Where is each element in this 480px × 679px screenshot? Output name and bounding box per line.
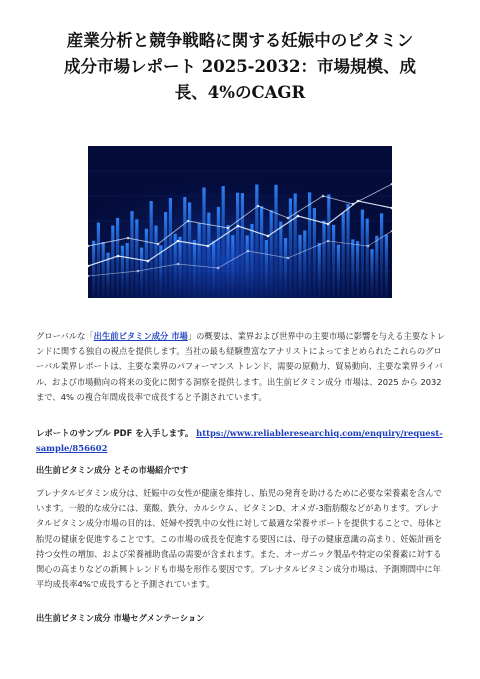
hero-bar (284, 238, 287, 298)
hero-trend-point (207, 245, 210, 248)
hero-bar (250, 224, 253, 298)
section-heading-segmentation: 出生前ビタミン成分 市場セグメンテーション (36, 613, 205, 623)
hero-bar (92, 241, 95, 298)
hero-trend-point (157, 243, 160, 246)
hero-bar (356, 241, 359, 298)
hero-bar (385, 235, 388, 298)
hero-bar (222, 186, 225, 298)
hero-trend-point (117, 255, 120, 258)
hero-bar (202, 188, 205, 299)
hero-trend-point (327, 223, 330, 226)
hero-bar (169, 198, 172, 298)
hero-bar (126, 243, 129, 298)
sample-request (36, 426, 446, 456)
hero-bar (346, 204, 349, 298)
hero-trend-point (177, 240, 180, 243)
hero-bar (97, 223, 100, 298)
hero-trend-point (137, 270, 140, 273)
hero-bar (241, 193, 244, 298)
hero-bar (380, 213, 383, 298)
hero-trend-point (177, 263, 180, 266)
hero-trend-point (247, 250, 250, 253)
hero-trend-point (352, 203, 355, 206)
hero-bar (313, 208, 316, 298)
hero-bar (236, 193, 239, 298)
hero-trend-point (367, 245, 370, 248)
hero-trend-point (287, 217, 290, 220)
hero-trend-point (237, 225, 240, 228)
hero-bar (130, 211, 133, 298)
hero-bar (303, 231, 306, 299)
intro-paragraph (36, 329, 446, 405)
hero-bar (121, 246, 124, 298)
section-heading-intro: 出生前ビタミン成分 とその市場紹介です (36, 465, 189, 475)
hero-trend-point (322, 195, 325, 198)
hero-bar (332, 225, 335, 298)
hero-trend-point (297, 215, 300, 218)
hero-trend-point (187, 220, 190, 223)
hero-bar (366, 219, 369, 298)
hero-bar (298, 235, 301, 298)
hero-bar (270, 210, 273, 298)
hero-bar (154, 226, 157, 298)
hero-bar (318, 243, 321, 298)
hero-trend-point (257, 205, 260, 208)
hero-bar (102, 242, 105, 298)
hero-bar (193, 240, 196, 298)
hero-trend-point (147, 260, 150, 263)
hero-bar (217, 207, 220, 298)
hero-bar (111, 226, 114, 299)
intro-post: 」の概要は、業界および世界中の主要市場に影響を与える主要なトレンドに関する独自の視点を提供します。当社の最も経験豊富なアナリストによってまとめられたこれらのグローバル業界レポートは、主要な業界のパフォーマンス トレンド、需要の原動力、貿易動向、主要な業界ライバル、および市場動向の将来の変化に関する洞察を提供します。出生前ビタミン成分 市場は、2025 から 2032 まで、4% の複合年間成長率で成長すると予測されています。 (36, 331, 446, 402)
market-link[interactable]: 出生前ビタミン成分 市場 (93, 331, 188, 341)
sample-link[interactable]: https://www.reliableresearchiq.com/enquiry/request-sample/856602 (36, 428, 443, 454)
title-line-3: 長、4%のCAGR (174, 83, 306, 102)
hero-bar (260, 206, 263, 298)
hero-bar (279, 222, 282, 298)
hero-bar (274, 185, 277, 298)
hero-bar (255, 185, 258, 299)
hero-trend-point (327, 240, 330, 243)
hero-bar (231, 235, 234, 298)
hero-bar (289, 198, 292, 298)
intro-pre: グローバルな「 (36, 331, 94, 341)
hero-trend-point (127, 237, 130, 240)
title-line-1: 産業分析と競争戦略に関する妊娠中のビタミン (66, 31, 414, 50)
hero-bar (145, 229, 148, 298)
hero-bar (370, 249, 373, 298)
hero-bar (351, 239, 354, 298)
title-line-2: 成分市場レポート 2025-2032：市場規模、成 (64, 57, 416, 76)
hero-bar (265, 240, 268, 298)
hero-bar (116, 218, 119, 298)
hero-bar (308, 192, 311, 298)
hero-bar (188, 202, 191, 298)
hero-bar (150, 201, 153, 298)
page-title (28, 28, 452, 106)
hero-trend-point (227, 227, 230, 230)
hero-bar (212, 241, 215, 298)
hero-bar (140, 248, 143, 298)
market-graph-illustration (88, 146, 392, 298)
hero-bar (342, 213, 345, 299)
hero-trend-point (217, 267, 220, 270)
hero-bar (183, 197, 186, 298)
hero-trend-point (267, 235, 270, 238)
section-body-intro: プレナタルビタミン成分は、妊娠中の女性が健康を維持し、胎児の発育を助けるために必要な栄養素を含んでいます。一般的な成分には、葉酸、鉄分、カルシウム、ビタミンD、オメガ-3脂肪酸などがあります。プレナタルビタミン成分市場の目的は、妊婦や授乳中の女性に対して最適な栄養サポートを提供することで、母体と胎児の健康を促進することです。この市場の成長を促進する要因には、母子の健康意識の高まり、妊娠計画を持つ女性の増加、および栄養補助食品の需要が含まれます。また、オーガニック製品や特定の栄養素に対する関心の高まりなどの新興トレンドも市場を形作る要因です。プレナタルビタミン成分市場は、予測期間中に年平均成長率4%で成長すると予測されています。 (36, 488, 443, 590)
hero-bar (375, 236, 378, 298)
sample-label: レポートのサンプル PDF を入手します。 (36, 428, 194, 438)
hero-bar (198, 223, 201, 298)
hero-image (88, 146, 392, 298)
hero-bar (361, 210, 364, 298)
hero-trend-point (287, 257, 290, 260)
hero-bar (207, 213, 210, 298)
hero-bar (246, 235, 249, 298)
hero-bar (164, 212, 167, 298)
hero-bar (322, 221, 325, 298)
